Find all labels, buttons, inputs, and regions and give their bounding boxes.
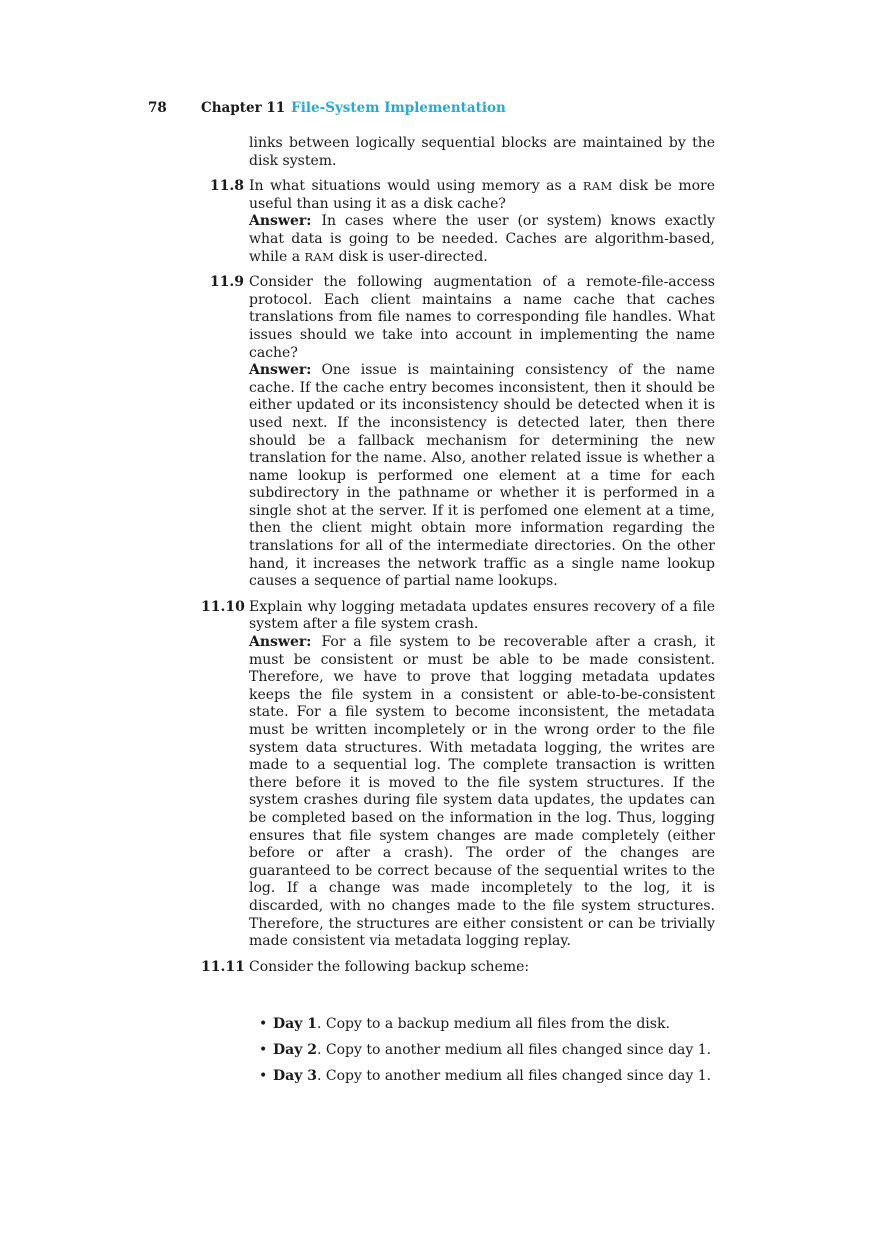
chapter-title: File-System Implementation: [291, 100, 506, 116]
problem-question: In what situations would using memory as a RAM disk be more useful than using it as a disk cache?: [249, 178, 716, 212]
bullet-icon: •: [259, 1042, 268, 1059]
list-item: • Day 2. Copy to another medium all files changed since day 1.: [259, 1042, 712, 1059]
backup-scheme-list: [249, 1016, 715, 1086]
problem-question: Consider the following augmentation of a remote-file-access protocol. Each client maintains a name cache that caches translations from file names to corresponding file handles. What issues should we take into account in implementing the name cache?: [249, 274, 715, 361]
problem-answer: [249, 634, 715, 951]
problem-11-11: [201, 958, 715, 1086]
problem-number: 11.8: [209, 178, 244, 195]
problem-answer: Answer: In cases where the user (or system) knows exactly what data is going to be needed. Caches are algorithm-based, while a RAM disk is user-directed.: [249, 213, 715, 265]
answer-label: Answer:: [249, 634, 312, 651]
bullet-icon: •: [259, 1016, 268, 1033]
answer-label: Answer:: [249, 362, 312, 379]
list-item: • Day 1. Copy to a backup medium all files from the disk.: [259, 1016, 670, 1033]
chapter-label: Chapter 11: [201, 100, 286, 116]
problem-number: 11.9: [209, 274, 244, 291]
answer-text: For a file system to be recoverable after a crash, it must be consistent or must be able to be made consistent. Therefore, we have to prove that logging metadata updates keeps the file system in a consistent or able-to-be-consistent state. For a file system to become inconsistent, the metadata must be written incompletely or in the wrong order to the file system data structures. With metadata logging, the writes are made to a sequential log. The complete transaction is written there before it is moved to the file system structures. If the system crashes during file system data updates, the updates can be completed based on the information in the log. Thus, logging ensures that file system changes are made completely (either before or after a crash). The order of the changes are guaranteed to be correct because of the sequential writes to the log. If a change was made incompletely to the log, it is discarded, with no changes made to the file system structures. Therefore, the structures are either consistent or can be trivially made consistent via metadata logging replay.: [249, 634, 715, 950]
problem-number: 11.10: [201, 598, 245, 615]
problem-11-8: [209, 178, 716, 266]
bullet-icon: •: [259, 1068, 268, 1085]
answer-text: One issue is maintaining consistency of the name cache. If the cache entry becomes inconsistent, then it should be either updated or its inconsistency should be detected when it is used next. If the inconsistency is detected later, then there should be a fallback mechanism for determining the new translation for the name. Also, another related issue is whether a name lookup is performed one element at a time for each subdirectory in the pathname or whether it is performed in a single shot at the server. If it is perfomed one element at a time, then the client might obtain more information regarding the translations for all of the intermediate directories. On the other hand, it increases the network traffic as a single name lookup causes a sequence of partial name lookups.: [249, 362, 715, 590]
problem-answer: [249, 362, 715, 591]
problem-11-10: [201, 598, 715, 951]
problem-question: Explain why logging metadata updates ensures recovery of a file system after a file system crash.: [249, 598, 715, 633]
running-head: [201, 100, 506, 116]
answer-label: Answer:: [249, 213, 312, 230]
problem-number: 11.11: [201, 958, 245, 975]
list-item: • Day 3. Copy to another medium all files changed since day 1.: [259, 1068, 712, 1085]
continuation-text: links between logically sequential blocks are maintained by the disk system.: [249, 135, 715, 169]
problem-11-9: [209, 274, 715, 591]
page-number: 78: [148, 100, 167, 116]
page-header: [0, 100, 880, 120]
page-content: [201, 135, 716, 1094]
problem-question: Consider the following backup scheme:: [249, 958, 530, 975]
